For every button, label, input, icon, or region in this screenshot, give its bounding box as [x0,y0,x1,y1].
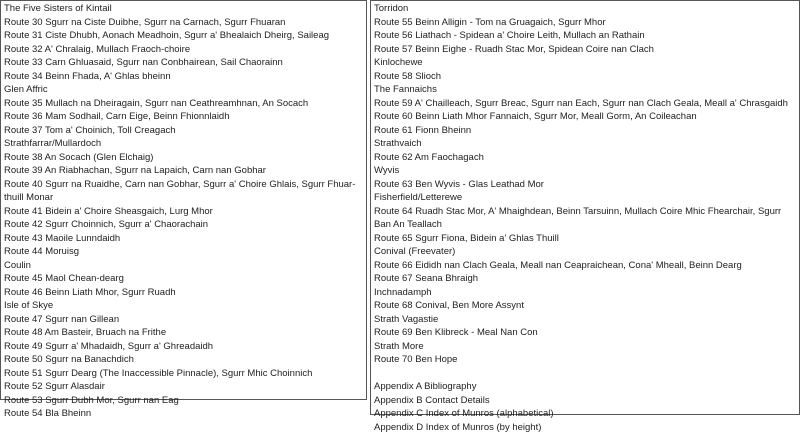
contents-entry-route-47-sgurr-nan-gillean[interactable]: Route 47 Sgurr nan Gillean [4,313,366,327]
contents-entry-route-65-sgurr-fiona-bidein-a-ghlas-thui[interactable]: Route 65 Sgurr Fiona, Bidein a' Ghlas Thuill [374,232,799,246]
region-heading-the-five-sisters-of-kintail: The Five Sisters of Kintail [4,2,366,16]
contents-entry-route-52-sgurr-alasdair[interactable]: Route 52 Sgurr Alasdair [4,380,366,394]
region-heading-strathfarrar-mullardoch: Strathfarrar/Mullardoch [4,137,366,151]
region-heading-conival-freevater: Conival (Freevater) [374,245,799,259]
contents-entry-route-51-sgurr-dearg-the-inaccessible-pi[interactable]: Route 51 Sgurr Dearg (The Inaccessible Pinnacle), Sgurr Mhic Choinnich [4,367,366,381]
region-heading-isle-of-skye: Isle of Skye [4,299,366,313]
region-heading-the-fannaichs: The Fannaichs [374,83,799,97]
contents-entry-route-70-ben-hope[interactable]: Route 70 Ben Hope [374,353,799,367]
contents-entry-route-40-sgurr-na-ruaidhe-carn-nan-gobha[interactable]: Route 40 Sgurr na Ruaidhe, Carn nan Gobhar, Sgurr a' Choire Ghlais, Sgurr Fhuar-thuill Monar [4,178,366,205]
contents-entry-route-67-seana-bhraigh[interactable]: Route 67 Seana Bhraigh [374,272,799,286]
contents-entry-route-36-mam-sodhail-carn-eige-beinn-fhi[interactable]: Route 36 Mam Sodhail, Carn Eige, Beinn Fhionnlaidh [4,110,366,124]
contents-entry-route-44-moruisg[interactable]: Route 44 Moruisg [4,245,366,259]
contents-entry-route-59-a-chailleach-sgurr-breac-sgurr-[interactable]: Route 59 A' Chailleach, Sgurr Breac, Sgurr nan Each, Sgurr nan Clach Geala, Meall a' Chrasgaidh [374,97,799,111]
region-heading-strath-more: Strath More [374,340,799,354]
contents-entry-route-48-am-basteir-bruach-na-frithe[interactable]: Route 48 Am Basteir, Bruach na Frithe [4,326,366,340]
contents-entry-route-31-ciste-dhubh-aonach-meadhoin-sgu[interactable]: Route 31 Ciste Dhubh, Aonach Meadhoin, Sgurr a' Bhealaich Dheirg, Saileag [4,29,366,43]
contents-entry-route-68-conival-ben-more-assynt[interactable]: Route 68 Conival, Ben More Assynt [374,299,799,313]
contents-entry-route-55-beinn-alligin-tom-na-gruagaich-[interactable]: Route 55 Beinn Alligin - Tom na Gruagaich, Sgurr Mhor [374,16,799,30]
region-heading-glen-affric: Glen Affric [4,83,366,97]
region-heading-strath-vagastie: Strath Vagastie [374,313,799,327]
contents-entry-route-61-fionn-bheinn[interactable]: Route 61 Fionn Bheinn [374,124,799,138]
contents-entry-route-34-beinn-fhada-a-ghlas-bheinn[interactable]: Route 34 Beinn Fhada, A' Ghlas bheinn [4,70,366,84]
contents-entry-route-49-sgurr-a-mhadaidh-sgurr-a-ghread[interactable]: Route 49 Sgurr a' Mhadaidh, Sgurr a' Ghreadaidh [4,340,366,354]
contents-entry-route-46-beinn-liath-mhor-sgurr-ruadh[interactable]: Route 46 Beinn Liath Mhor, Sgurr Ruadh [4,286,366,300]
contents-entry-appendix-c-index-of-munros-alphabetical[interactable]: Appendix C Index of Munros (alphabetical) [374,407,799,421]
contents-entry-route-58-slioch[interactable]: Route 58 Slioch [374,70,799,84]
contents-entry-route-39-an-riabhachan-sgurr-na-lapaich-[interactable]: Route 39 An Riabhachan, Sgurr na Lapaich, Carn nan Gobhar [4,164,366,178]
contents-entry-route-41-bidein-a-choire-sheasgaich-lurg[interactable]: Route 41 Bidein a' Choire Sheasgaich, Lurg Mhor [4,205,366,219]
contents-entry-route-33-carn-ghluasaid-sgurr-nan-conbha[interactable]: Route 33 Carn Ghluasaid, Sgurr nan Conbhairean, Sail Chaorainn [4,56,366,70]
contents-entry-route-69-ben-klibreck-meal-nan-con[interactable]: Route 69 Ben Klibreck - Meal Nan Con [374,326,799,340]
contents-entry-route-43-maoile-lunndaidh[interactable]: Route 43 Maoile Lunndaidh [4,232,366,246]
region-heading-inchnadamph: Inchnadamph [374,286,799,300]
contents-entry-route-50-sgurr-na-banachdich[interactable]: Route 50 Sgurr na Banachdich [4,353,366,367]
contents-entry-route-42-sgurr-choinnich-sgurr-a-chaorac[interactable]: Route 42 Sgurr Choinnich, Sgurr a' Chaorachain [4,218,366,232]
contents-entry-route-64-ruadh-stac-mor-a-mhaighdean-bei[interactable]: Route 64 Ruadh Stac Mor, A' Mhaighdean, Beinn Tarsuinn, Mullach Coire Mhic Fhearchair, Sgurr Ban An Teallach [374,205,799,232]
region-heading-kinlochewe: Kinlochewe [374,56,799,70]
contents-entry-route-60-beinn-liath-mhor-fannaich-sgurr[interactable]: Route 60 Beinn Liath Mhor Fannaich, Sgurr Mor, Meall Gorm, An Coileachan [374,110,799,124]
contents-entry-route-30-sgurr-na-ciste-duibhe-sgurr-na-[interactable]: Route 30 Sgurr na Ciste Duibhe, Sgurr na Carnach, Sgurr Fhuaran [4,16,366,30]
contents-entry-route-32-a-chralaig-mullach-fraoch-choir[interactable]: Route 32 A' Chralaig, Mullach Fraoch-choire [4,43,366,57]
contents-entry-route-38-an-socach-glen-elchaig[interactable]: Route 38 An Socach (Glen Elchaig) [4,151,366,165]
contents-entry-appendix-b-contact-details[interactable]: Appendix B Contact Details [374,394,799,408]
contents-entry-route-45-maol-chean-dearg[interactable]: Route 45 Maol Chean-dearg [4,272,366,286]
contents-entry-route-54-bla-bheinn[interactable]: Route 54 Bla Bheinn [4,407,366,421]
contents-entry-route-35-mullach-na-dheiragain-sgurr-nan[interactable]: Route 35 Mullach na Dheiragain, Sgurr nan Ceathreamhnan, An Socach [4,97,366,111]
contents-entry-appendix-a-bibliography[interactable]: Appendix A Bibliography [374,380,799,394]
region-heading-wyvis: Wyvis [374,164,799,178]
contents-entry-route-57-beinn-eighe-ruadh-stac-mor-spid[interactable]: Route 57 Beinn Eighe - Ruadh Stac Mor, Spidean Coire nan Clach [374,43,799,57]
contents-entry-route-63-ben-wyvis-glas-leathad-mor[interactable]: Route 63 Ben Wyvis - Glas Leathad Mor [374,178,799,192]
contents-entry-appendix-d-index-of-munros-by-height[interactable]: Appendix D Index of Munros (by height) [374,421,799,434]
contents-entry-route-53-sgurr-dubh-mor-sgurr-nan-eag[interactable]: Route 53 Sgurr Dubh Mor, Sgurr nan Eag [4,394,366,408]
contents-right-panel [370,0,800,415]
region-heading-fisherfield-letterewe: Fisherfield/Letterewe [374,191,799,205]
contents-entry-route-62-am-faochagach[interactable]: Route 62 Am Faochagach [374,151,799,165]
region-heading-torridon: Torridon [374,2,799,16]
contents-entry-route-37-tom-a-choinich-toll-creagach[interactable]: Route 37 Tom a' Choinich, Toll Creagach [4,124,366,138]
contents-left-panel [0,0,367,400]
contents-entry-route-66-eididh-nan-clach-geala-meall-na[interactable]: Route 66 Eididh nan Clach Geala, Meall nan Ceapraichean, Cona' Mheall, Beinn Dearg [374,259,799,273]
contents-entry-route-56-liathach-spidean-a-choire-leith[interactable]: Route 56 Liathach - Spidean a' Choire Leith, Mullach an Rathain [374,29,799,43]
region-heading-strathvaich: Strathvaich [374,137,799,151]
region-heading-coulin: Coulin [4,259,366,273]
section-spacer [374,367,799,381]
